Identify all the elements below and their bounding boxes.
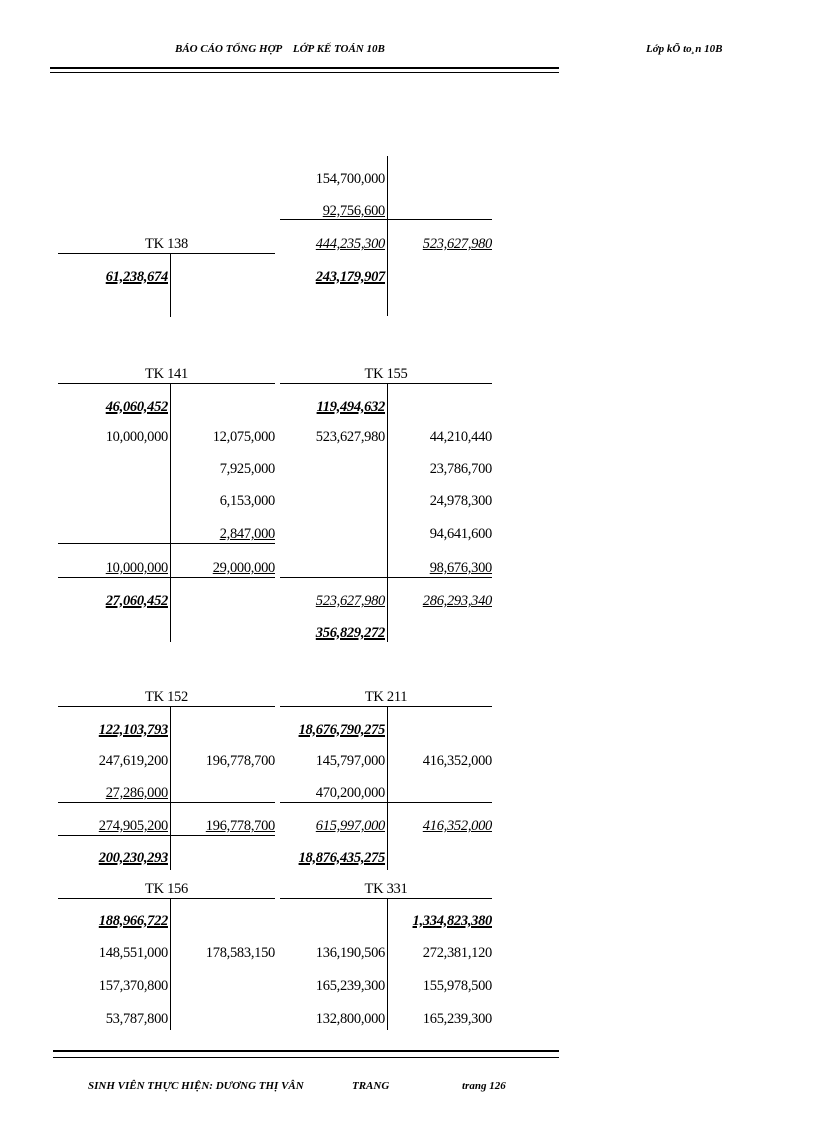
debit-total: 274,905,200 <box>98 818 168 834</box>
credit-entry: 272,381,120 <box>422 945 492 961</box>
credit-total: 196,778,700 <box>205 818 275 834</box>
credit-entry: 2,847,000 <box>219 526 275 542</box>
credit-entry: 12,075,000 <box>212 429 275 445</box>
closing-balance: 18,876,435,275 <box>298 850 385 866</box>
account-title-tk138: TK 138 <box>145 236 188 252</box>
debit-entry: 154,700,000 <box>315 171 385 187</box>
report-title: BÁO CÁO TỔNG HỢP LỚP KẾ TOÁN 10B <box>175 43 385 55</box>
t-account-rule <box>58 253 275 254</box>
t-account-rule <box>280 219 492 220</box>
credit-entry: 155,978,500 <box>422 978 492 994</box>
credit-entry: 7,925,000 <box>219 461 275 477</box>
credit-entry: 23,786,700 <box>429 461 492 477</box>
header-rule-top <box>50 67 559 69</box>
footer-rule-bottom <box>53 1057 559 1058</box>
t-account-rule <box>58 577 275 578</box>
credit-entry: 178,583,150 <box>205 945 275 961</box>
t-account-rule <box>280 898 492 899</box>
credit-total: 523,627,980 <box>422 236 492 252</box>
t-account-divider <box>387 383 388 642</box>
credit-entry: 416,352,000 <box>422 753 492 769</box>
opening-balance: 61,238,674 <box>105 269 168 285</box>
t-account-rule <box>280 802 492 803</box>
t-account-rule <box>280 383 492 384</box>
debit-entry: 523,627,980 <box>315 429 385 445</box>
debit-total: 444,235,300 <box>315 236 385 252</box>
credit-entry: 196,778,700 <box>205 753 275 769</box>
credit-entry: 24,978,300 <box>429 493 492 509</box>
debit-total: 615,997,000 <box>315 818 385 834</box>
opening-balance: 119,494,632 <box>316 399 385 415</box>
debit-entry: 27,286,000 <box>105 785 168 801</box>
credit-entry: 94,641,600 <box>429 526 492 542</box>
footer-rule-top <box>53 1050 559 1052</box>
debit-entry: 132,800,000 <box>315 1011 385 1027</box>
t-account-rule <box>58 383 275 384</box>
credit-entry: 6,153,000 <box>219 493 275 509</box>
t-account-divider <box>170 253 171 317</box>
opening-balance: 188,966,722 <box>98 913 168 929</box>
credit-entry: 165,239,300 <box>422 1011 492 1027</box>
closing-balance: 356,829,272 <box>315 625 385 641</box>
closing-balance: 243,179,907 <box>315 269 385 285</box>
credit-total: 29,000,000 <box>212 560 275 576</box>
debit-entry: 10,000,000 <box>105 429 168 445</box>
t-account-divider <box>387 156 388 316</box>
account-title-tk211: TK 211 <box>364 689 408 705</box>
credit-total: 416,352,000 <box>422 818 492 834</box>
t-account-divider <box>387 898 388 1030</box>
t-account-rule <box>58 835 275 836</box>
opening-balance: 18,676,790,275 <box>298 722 385 738</box>
debit-entry: 470,200,000 <box>315 785 385 801</box>
debit-entry: 53,787,800 <box>105 1011 168 1027</box>
t-account-rule <box>58 543 275 544</box>
account-title-tk152: TK 152 <box>145 689 188 705</box>
t-account-divider <box>170 706 171 870</box>
debit-entry: 136,190,506 <box>315 945 385 961</box>
t-account-rule <box>58 898 275 899</box>
debit-entry: 148,551,000 <box>98 945 168 961</box>
account-title-tk156: TK 156 <box>145 881 188 897</box>
debit-total: 10,000,000 <box>105 560 168 576</box>
opening-balance: 46,060,452 <box>105 399 168 415</box>
class-label: Lớp kÕ to¸n 10B <box>646 43 723 55</box>
account-title-tk141: TK 141 <box>145 366 188 382</box>
debit-entry: 145,797,000 <box>315 753 385 769</box>
credit-entry: 98,676,300 <box>429 560 492 576</box>
account-title-tk155: TK 155 <box>364 366 408 382</box>
opening-balance: 1,334,823,380 <box>412 913 492 929</box>
header-rule-bottom <box>50 72 559 73</box>
t-account-divider <box>387 706 388 870</box>
t-account-rule <box>58 802 275 803</box>
t-account-divider <box>170 383 171 642</box>
closing-balance: 200,230,293 <box>98 850 168 866</box>
debit-entry: 157,370,800 <box>98 978 168 994</box>
credit-entry: 44,210,440 <box>429 429 492 445</box>
page-number: trang 126 <box>462 1080 506 1092</box>
opening-balance: 122,103,793 <box>98 722 168 738</box>
t-account-rule <box>280 577 492 578</box>
debit-entry: 92,756,600 <box>322 203 385 219</box>
t-account-rule <box>58 706 275 707</box>
closing-balance: 27,060,452 <box>105 593 168 609</box>
debit-total: 523,627,980 <box>315 593 385 609</box>
t-account-rule <box>280 706 492 707</box>
credit-total: 286,293,340 <box>422 593 492 609</box>
t-account-divider <box>170 898 171 1030</box>
account-title-tk331: TK 331 <box>364 881 408 897</box>
debit-entry: 165,239,300 <box>315 978 385 994</box>
author-line: SINH VIÊN THỰC HIỆN: DƯƠNG THỊ VÂN <box>88 1080 304 1092</box>
debit-entry: 247,619,200 <box>98 753 168 769</box>
trang-label: TRANG <box>352 1080 390 1092</box>
